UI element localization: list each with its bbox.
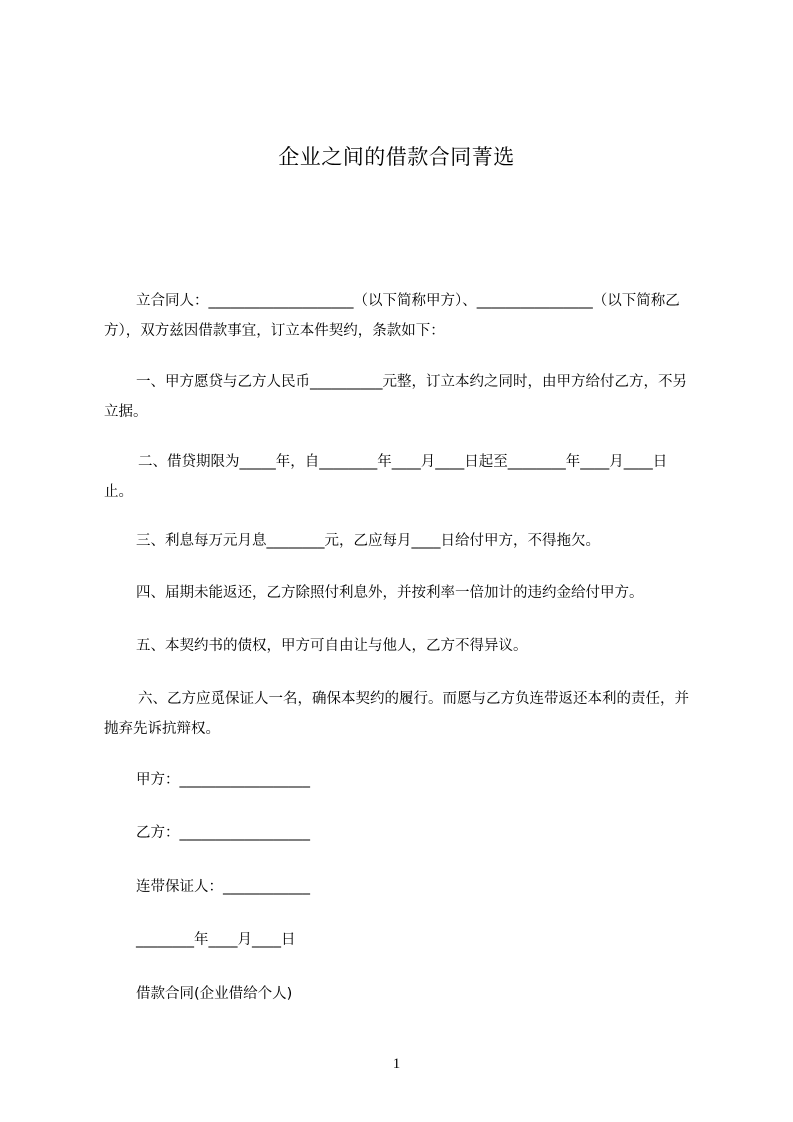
date-line: ________年____月____日 [136,932,296,948]
clause-2: 二、借贷期限为_____年，自________年____月____日起至________年____月____日止。 [104,454,668,500]
clause-6: 六、乙方应觅保证人一名，确保本契约的履行。而愿与乙方负连带返还本利的责任，并抛弃先诉抗辩权。 [104,691,689,737]
intro-paragraph: 立合同人：____________________（以下简称甲方）、________________（以下简称乙方），双方兹因借款事宜，订立本件契约，条款如下： [104,293,680,339]
document-title: 企业之间的借款合同菁选 [278,145,515,169]
clause-1: 一、甲方愿贷与乙方人民币__________元整，订立本约之同时，由甲方给付乙方，不另立据。 [104,374,687,420]
guarantor-signature: 连带保证人：____________ [136,879,310,895]
clause-4: 四、届期未能返还，乙方除照付利息外，并按利率一倍加计的违约金给付甲方。 [136,585,644,601]
party-a-signature: 甲方：__________________ [136,772,310,788]
clause-3: 三、利息每万元月息________元，乙应每月____日给付甲方，不得拖欠。 [136,533,600,549]
next-section-heading: 借款合同(企业借给个人) [136,986,293,1002]
party-b-signature: 乙方：__________________ [136,825,310,841]
page-number: 1 [392,1056,401,1072]
clause-5: 五、本契约书的债权，甲方可自由让与他人，乙方不得异议。 [136,638,528,654]
